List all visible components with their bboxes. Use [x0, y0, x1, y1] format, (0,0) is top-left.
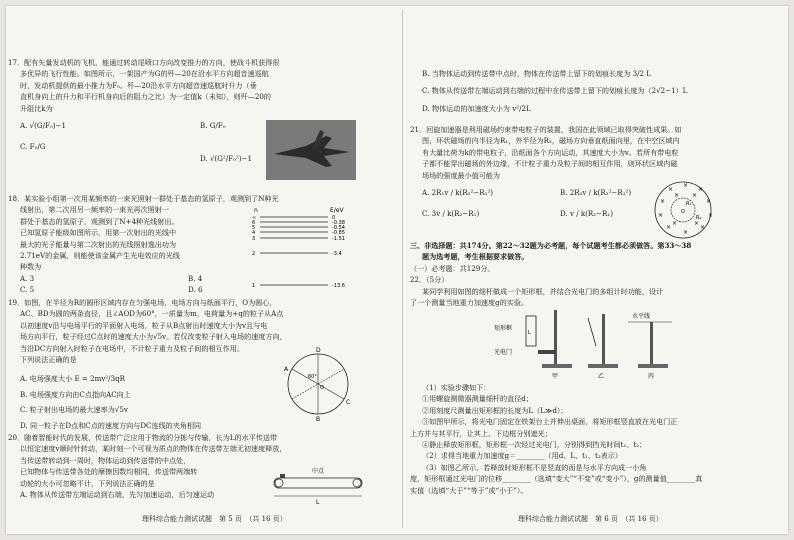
q22-line: 了一个测量当地重力加速度g的实验。 — [410, 298, 529, 308]
q21-option-d: D. v / k(R₂−R₁) — [560, 209, 613, 218]
q19-option-c: C. 粒子射出电场的最大速率为√5v — [20, 405, 128, 415]
level-number: ∞ — [252, 215, 257, 221]
q19-line: 场方向平行，粒子经过C点时的速度大小为√5v。若仅改变粒子射入电场的速度方向， — [20, 332, 287, 342]
q21-option-c: C. 3v / k(R₂−R₁) — [422, 209, 480, 219]
q18-line: 最大的光子能量与第二次射出的光线照射逸出功为 — [20, 239, 177, 249]
field-x-mark: × — [698, 186, 704, 193]
q21-line: 图，环状磁场的内半径为R₁，外半径为R₂，磁场方向垂直纸面向里，在中空区域内 — [422, 136, 680, 146]
field-x-mark: × — [674, 192, 680, 199]
level-energy: -0.85 — [332, 230, 345, 236]
level-number: 3 — [252, 236, 256, 242]
question-20-continued — [410, 68, 687, 114]
r1-label: R₁ — [686, 201, 692, 207]
field-x-mark: × — [706, 198, 712, 205]
label-b: B — [316, 416, 321, 422]
q22-step: （1）实验步骤如下： — [422, 383, 491, 392]
svg-text:L: L — [528, 330, 531, 336]
q21-line: 子都不能穿出磁场的外边缘，不计粒子重力及粒子间的相互作用，则环状区域内磁 — [422, 159, 678, 169]
q22-line: 某同学利用如图的细杆做成一个矩形框，并结合光电门的多组计时功能，设计 — [422, 286, 664, 296]
section-three — [410, 240, 691, 308]
q19-line: 以初速度v沿与电场平行的平面射入电场，粒子从B点射出时速度大小为v且与电 — [20, 320, 268, 330]
field-x-mark: × — [666, 224, 672, 231]
circle-field-diagram — [282, 344, 354, 425]
q22-step: ②用刻度尺测量出矩形框的长度为L（L≫d）； — [422, 405, 568, 415]
ring-magnetic-field-diagram — [648, 179, 718, 245]
r2-label: R₂ — [696, 215, 702, 221]
level-number: 6 — [252, 220, 256, 226]
q20-line: 当传送带转动到一周时，物体运动到传送带的中点处， — [20, 455, 191, 465]
q18-line: 已知氢原子能级如图所示，用第一次射出的光线中 — [20, 228, 177, 238]
q17-line: 直机身向上的升力和平行机身向后的阻力之比）为一定值k（未知），则歼—20的 — [20, 92, 271, 102]
level-energy: 0 — [332, 215, 336, 221]
figure-bing-label: 丙 — [648, 373, 655, 380]
field-x-mark: × — [694, 220, 700, 227]
field-x-mark: × — [660, 198, 666, 205]
q17-option-d: D. √(G²/F₀²)−1 — [200, 154, 252, 163]
q20-line: 20．随着智能时代的发展，传送带广泛应用于物流的分拣与传输，长为L的水平传送带 — [8, 433, 278, 442]
center-label: O — [681, 209, 685, 215]
q20-line: 动轮的大小可忽略不计，下列说法正确的是 — [20, 478, 155, 488]
level-energy: -0.54 — [332, 225, 345, 231]
q18-option-c: C. 5 — [20, 285, 35, 295]
q19-line: 19．如图，在半径为R的圆形区域内存在匀强电场，电场方向与纸面平行，O为圆心， — [8, 298, 277, 307]
q17-line: 升阻比k为 — [20, 103, 53, 113]
q21-option-b: B. 2R₂v / k(R₂²−R₁²) — [560, 188, 632, 197]
question-20 — [8, 432, 286, 500]
q22-step: （3）如图乙所示，若释放时矩形框不是竖直的而是与水平方向成一小角 — [422, 462, 647, 472]
label-o: O — [320, 385, 324, 391]
page-footer-right: 理科综合能力测试试题 第 6 页 （共 16 页） — [518, 514, 663, 523]
length-label: L — [316, 499, 320, 506]
q19-option-a: A. 电场强度大小 E = 2mv²/3qR — [20, 374, 125, 384]
field-x-mark: × — [708, 212, 714, 219]
field-x-mark: × — [668, 186, 674, 193]
label-a: A — [284, 366, 289, 373]
q20-option-d: D. 物体运动的加速度大小为 v²/2L — [422, 103, 531, 113]
q18-line: 群处于基态的氢原子，观测到了N+4种光线射出。 — [20, 216, 179, 226]
q20-option-a: A. 物体从传送带左端运动到右端，先匀加速运动，后匀速运动 — [20, 490, 215, 500]
q21-option-a: A. 2R₁v / k(R₂²−R₁²) — [422, 188, 494, 198]
axis-e-label: E/eV — [330, 207, 344, 214]
level-number: 4 — [252, 230, 256, 236]
field-x-mark: × — [683, 182, 689, 189]
q19-option-b: B. 电场强度方向由C点指向AC向上 — [20, 389, 131, 399]
q19-line: 下列说法正确的是 — [20, 355, 77, 365]
question-21 — [410, 124, 682, 220]
q17-line: 多优异的飞行性能。如图所示，一架国产为G的歼—20在沿水平方向超音速巡航 — [20, 69, 269, 79]
level-energy: -3.4 — [332, 251, 342, 257]
q20-option-b: B. 当物体运动到传送带中点时，物体在传送带上留下的划痕长度为 3/2 L — [422, 69, 651, 78]
q17-option-b: B. G/F₀ — [200, 121, 226, 130]
conveyor-belt-diagram — [268, 466, 368, 509]
page-divider — [402, 10, 403, 528]
field-x-mark: × — [683, 229, 689, 236]
level-number: 1 — [252, 283, 256, 289]
q20-line: 已知物体与传送带各处的摩擦因数均相同，传送带两端转 — [20, 467, 198, 477]
q22-step: 上方并与其平行，让其上、下边框分别遮光； — [410, 428, 552, 438]
q17-option-c: C. F₀/G — [20, 142, 46, 152]
q19-line: AC、BD为圆的两条直径，且∠AOD为60°，一质量为m，电荷量为+q的粒子从A点 — [20, 309, 284, 319]
q21-line: 21．回旋加速器是利用磁场约束带电粒子的装置，我国在此领域已取得突破性成果。如 — [410, 125, 682, 134]
q17-option-a: A. √(G/F₀)−1 — [20, 121, 66, 131]
q22-step: （2）求得当地重力加速度g＝________（用d、L、t₁、t₂表示） — [422, 451, 622, 461]
photogate-label: 光电门 — [494, 349, 513, 356]
q20-line: 以恒定速度v顺时针转动，某时刻一个可视为质点的物体在传送带左端无初速度释放， — [20, 444, 287, 454]
label-d: D — [316, 347, 321, 354]
label-angle: 60° — [308, 374, 317, 380]
q17-line: 17．配有矢量发动机的飞机，能通过转动尾喷口方向改变推力的方向，使战斗机获得很 — [8, 58, 280, 67]
field-x-mark: × — [692, 192, 698, 199]
axis-n-label: n — [254, 207, 258, 214]
q18-line: 种数为 — [20, 262, 42, 272]
field-x-mark: × — [672, 220, 678, 227]
q21-line: 有大量比荷为k的带电粒子，沿纸面各个方向运动，其速度大小为v。若所有带电粒 — [422, 147, 679, 157]
figure-yi-label: 乙 — [598, 373, 605, 380]
q21-line: 场场的强度最小值可能为 — [422, 170, 501, 180]
level-number: 5 — [252, 225, 256, 231]
page-footer-left: 理科综合能力测试试题 第 5 页 （共 16 页） — [142, 514, 287, 523]
q22-step: ③如图甲所示，将光电门固定在铁架台上并伸出桌面，将矩形框竖直放在光电门正 — [422, 417, 678, 427]
energy-level-diagram — [248, 205, 368, 294]
question-17 — [8, 57, 280, 163]
required-section-heading: （一）必考题：共129分。 — [410, 263, 495, 273]
q22-steps — [410, 382, 702, 496]
frame-label: 矩形框 — [494, 325, 513, 332]
field-x-mark: × — [658, 212, 664, 219]
q22-step: ①用螺旋测微器测量细杆的直径d； — [422, 394, 533, 404]
section-three-line: 题为选考题，考生根据要求做答。 — [422, 252, 529, 262]
level-lines — [252, 215, 345, 289]
exam-sheet — [6, 6, 788, 534]
q18-line: 线射出，第二次用另一频率的一束光再次照射一 — [20, 205, 169, 215]
q18-option-b: B. 4 — [188, 274, 203, 283]
level-energy: -13.6 — [332, 283, 345, 289]
q18-line: 2.71eV的金属，则能使该金属产生光电效应的光线 — [20, 251, 180, 261]
section-three-line: 三、非选择题：共174分。第22～32题为必考题，每个试题考生都必须做答。第33～38 — [410, 241, 692, 250]
q18-line: 18．某实验小组第一次用某频率的一束光照射一群处于基态的氢原子，观测到了N种光 — [8, 194, 279, 203]
q19-option-d: D. 同一粒子在D点和C点的速度方向与DC连线的夹角相同 — [20, 420, 202, 430]
photogate-apparatus-diagram — [492, 306, 682, 386]
q22-step: ④静止释放矩形框，矩形框一次经过光电门，分别得到挡光时间t₁、t₂； — [422, 440, 647, 450]
q20-option-c: C. 物体从传送带左端运动到右端的过程中在传送带上留下的划痕长度为（2√2−1）L — [422, 86, 688, 96]
level-energy: -1.51 — [332, 236, 345, 242]
q22-heading: 22．（5分） — [410, 275, 449, 285]
q18-option-a: A. 3 — [20, 273, 35, 283]
question-18 — [8, 193, 279, 296]
left-page — [8, 12, 383, 527]
question-19 — [8, 297, 287, 431]
q22-step: 度，矩形框通过光电门的位移________（选填“变大”“不变”或“变小”），g的测量值________真 — [410, 474, 703, 484]
label-c: C — [346, 399, 351, 406]
field-x-mark: × — [700, 224, 706, 231]
q17-line: 时，发动机提供的最小推力为F₀。歼—20沿水平方向超音速巡航时升力（垂 — [20, 80, 257, 90]
fighter-jet-photo — [266, 120, 356, 180]
figure-jia-label: 甲 — [552, 373, 559, 380]
q18-option-d: D. 6 — [188, 285, 203, 294]
right-page — [410, 12, 785, 527]
q22-step: 实值（选填“大于”“等于”或“小于”）。 — [410, 485, 528, 495]
level-number: 2 — [252, 251, 256, 257]
level-energy: -0.38 — [332, 220, 345, 226]
midpoint-label: 中点 — [312, 468, 325, 475]
horizontal-line-label: 水平线 — [632, 313, 651, 320]
q19-line: 当沿DC方向射入时粒子在电场中，不计粒子重力及粒子间的相互作用。 — [20, 343, 244, 353]
